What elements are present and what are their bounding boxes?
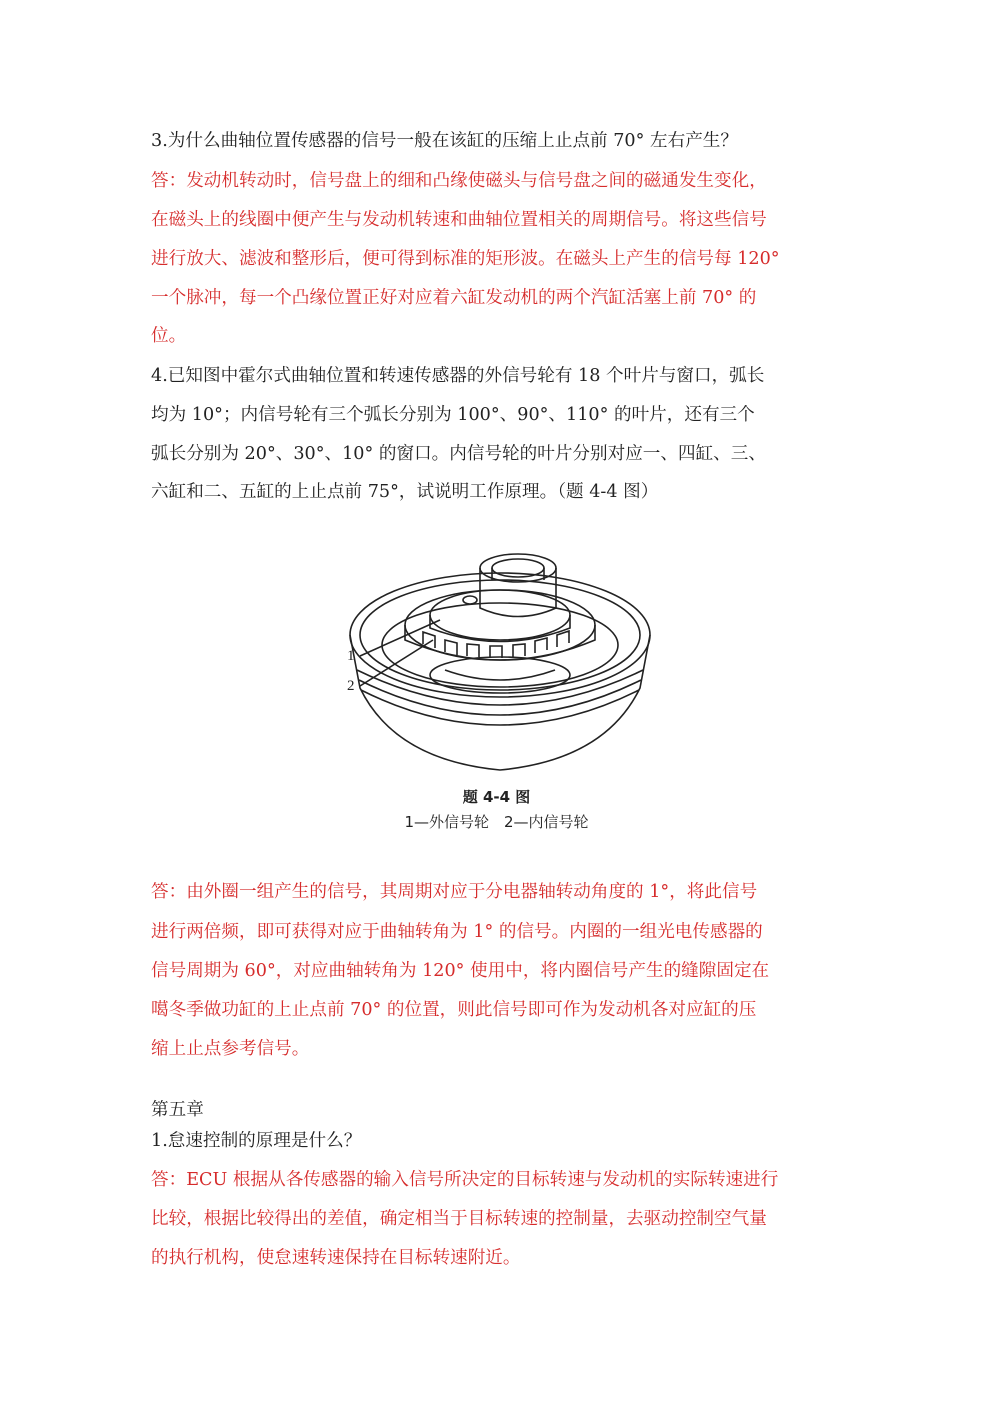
chapter5-question-1: 1.怠速控制的原理是什么？ bbox=[151, 1131, 362, 1151]
answer-4-line-4: 噶冬季做功缸的上止点前 70° 的位置，则此信号即可作为发动机各对应缸的压 bbox=[151, 1000, 757, 1020]
chapter5-answer-1-line-3: 的执行机构，使怠速转速保持在目标转速附近。 bbox=[151, 1248, 521, 1268]
answer-3-line-3: 进行放大、滤波和整形后，便可得到标准的矩形波。在磁头上产生的信号每 120° bbox=[151, 249, 780, 269]
question-4-line-1: 4.已知图中霍尔式曲轴位置和转速传感器的外信号轮有 18 个叶片与窗口，弧长 bbox=[151, 366, 765, 386]
chapter-heading: 第五章 bbox=[151, 1100, 204, 1120]
chapter5-answer-1-line-2: 比较，根据比较得出的差值，确定相当于目标转速的控制量，去驱动控制空气量 bbox=[151, 1209, 767, 1229]
question-4-line-4: 六缸和二、五缸的上止点前 75°，试说明工作原理。（题 4-4 图） bbox=[151, 482, 659, 502]
figure-label-2: 2 bbox=[347, 678, 355, 694]
answer-3-line-5: 位。 bbox=[151, 326, 187, 346]
question-4-line-3: 弧长分别为 20°、30°、10° 的窗口。内信号轮的叶片分别对应一、四缸、三、 bbox=[151, 444, 766, 464]
figure-caption-title: 题 4-4 图 bbox=[462, 788, 531, 806]
answer-4-line-3: 信号周期为 60°，对应曲轴转角为 120° 使用中，将内圈信号产生的缝隙固定在 bbox=[151, 961, 770, 981]
answer-4-line-2: 进行两倍频，即可获得对应于曲轴转角为 1° 的信号。内圈的一组光电传感器的 bbox=[151, 922, 763, 942]
question-3: 3.为什么曲轴位置传感器的信号一般在该缸的压缩上止点前 70° 左右产生？ bbox=[151, 131, 738, 151]
answer-3-line-1: 答：发动机转动时，信号盘上的细和凸缘使磁头与信号盘之间的磁通发生变化， bbox=[151, 171, 767, 191]
answer-3-line-4: 一个脉冲，每一个凸缘位置正好对应着六缸发动机的两个汽缸活塞上前 70° 的 bbox=[151, 288, 757, 308]
answer-3-line-2: 在磁头上的线圈中便产生与发动机转速和曲轴位置相关的周期信号。将这些信号 bbox=[151, 210, 767, 230]
chapter5-answer-1-line-1: 答：ECU 根据从各传感器的输入信号所决定的目标转速与发动机的实际转速进行 bbox=[151, 1170, 779, 1190]
question-4-line-2: 均为 10°；内信号轮有三个弧长分别为 100°、90°、110° 的叶片，还有三个 bbox=[151, 405, 755, 425]
sensor-wheel-figure bbox=[335, 540, 665, 800]
figure-label-1: 1 bbox=[347, 648, 355, 664]
figure-caption-legend: 1—外信号轮 2—内信号轮 bbox=[404, 813, 589, 831]
answer-4-line-5: 缩上止点参考信号。 bbox=[151, 1039, 310, 1059]
answer-4-line-1: 答：由外圈一组产生的信号，其周期对应于分电器轴转动角度的 1°，将此信号 bbox=[151, 882, 758, 902]
